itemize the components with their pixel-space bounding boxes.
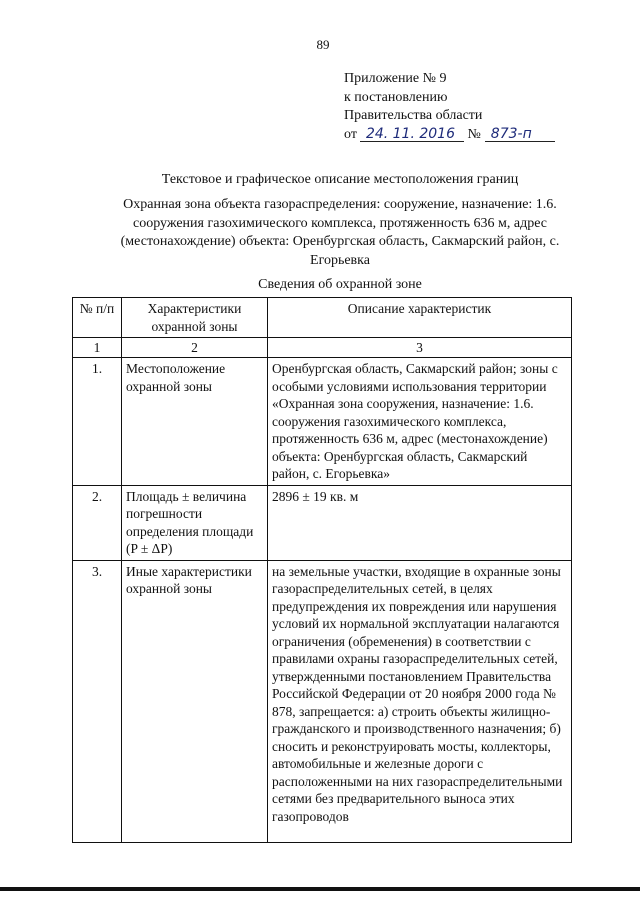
column-number: 3 <box>268 338 572 358</box>
header-number: № п/п <box>73 298 122 338</box>
annex-line-resolution: к постановлению <box>344 89 448 105</box>
table-row <box>73 358 572 486</box>
row-characteristic: Местоположение охранной зоны <box>122 358 268 486</box>
annex-title: Приложение № 9 <box>344 71 447 86</box>
column-number-row <box>73 338 572 358</box>
table-row <box>73 560 572 842</box>
object-description: Охранная зона объекта газораспределения: сооружение, назначение: 1.6. сооружения газохимического комплекса, протяженность 636 м, адрес (местонахождение) объекта: Оренбургская область, Сакмарский район, с. Егорьевка <box>120 197 560 268</box>
column-number: 2 <box>122 338 268 358</box>
annex-block <box>344 70 555 144</box>
row-number: 3. <box>73 560 122 842</box>
handwritten-date: 24. 11. 2016 <box>360 127 464 142</box>
header-description: Описание характеристик <box>268 298 572 338</box>
row-description: на земельные участки, входящие в охранные зоны газораспределительных сетей, в целях предупреждения их повреждения или нарушения условий их нормальной эксплуатации налагаются ограничения (обременения) в соответствии с правилами охраны газораспределительных сетей, утвержденными постановлением Правительства Российской Федерации от 20 ноября 2000 года № 878, запрещается: а) строить объекты жилищно-гражданского и производственного назначения; б) сносить и реконструировать мосты, коллекторы, автомобильные и железные дороги с расположенными на них газораспределительными сетями без предварительного выноса этих газопроводов <box>268 560 572 842</box>
protected-zone-table <box>72 297 572 843</box>
handwritten-number: 873-п <box>485 127 555 142</box>
header-characteristics: Характеристики охранной зоны <box>122 298 268 338</box>
number-prefix: № <box>467 126 481 142</box>
table-row <box>73 485 572 560</box>
row-description: 2896 ± 19 кв. м <box>268 485 572 560</box>
table-title: Сведения об охранной зоне <box>258 277 422 292</box>
page-number: 89 <box>316 37 330 52</box>
row-characteristic: Иные характеристики охранной зоны <box>122 560 268 842</box>
annex-date-number-line <box>344 126 555 145</box>
row-characteristic: Площадь ± величина погрешности определения площади (P ± ΔP) <box>122 485 268 560</box>
row-number: 2. <box>73 485 122 560</box>
document-title: Текстовое и графическое описание местоположения границ <box>161 172 519 187</box>
bottom-rule <box>0 887 640 891</box>
annex-line-government: Правительства области <box>344 108 483 123</box>
table-header-row <box>73 298 572 338</box>
row-number: 1. <box>73 358 122 486</box>
row-description: Оренбургская область, Сакмарский район; зоны с особыми условиями использования территории «Охранная зона сооружения, назначение: 1.6. сооружения газохимического комплекса, протяженность 636 м, адрес (местонахождение) объекта: Оренбургская область, Сакмарский район, с. Егорьевка» <box>268 358 572 486</box>
date-prefix: от <box>344 126 357 142</box>
column-number: 1 <box>73 338 122 358</box>
